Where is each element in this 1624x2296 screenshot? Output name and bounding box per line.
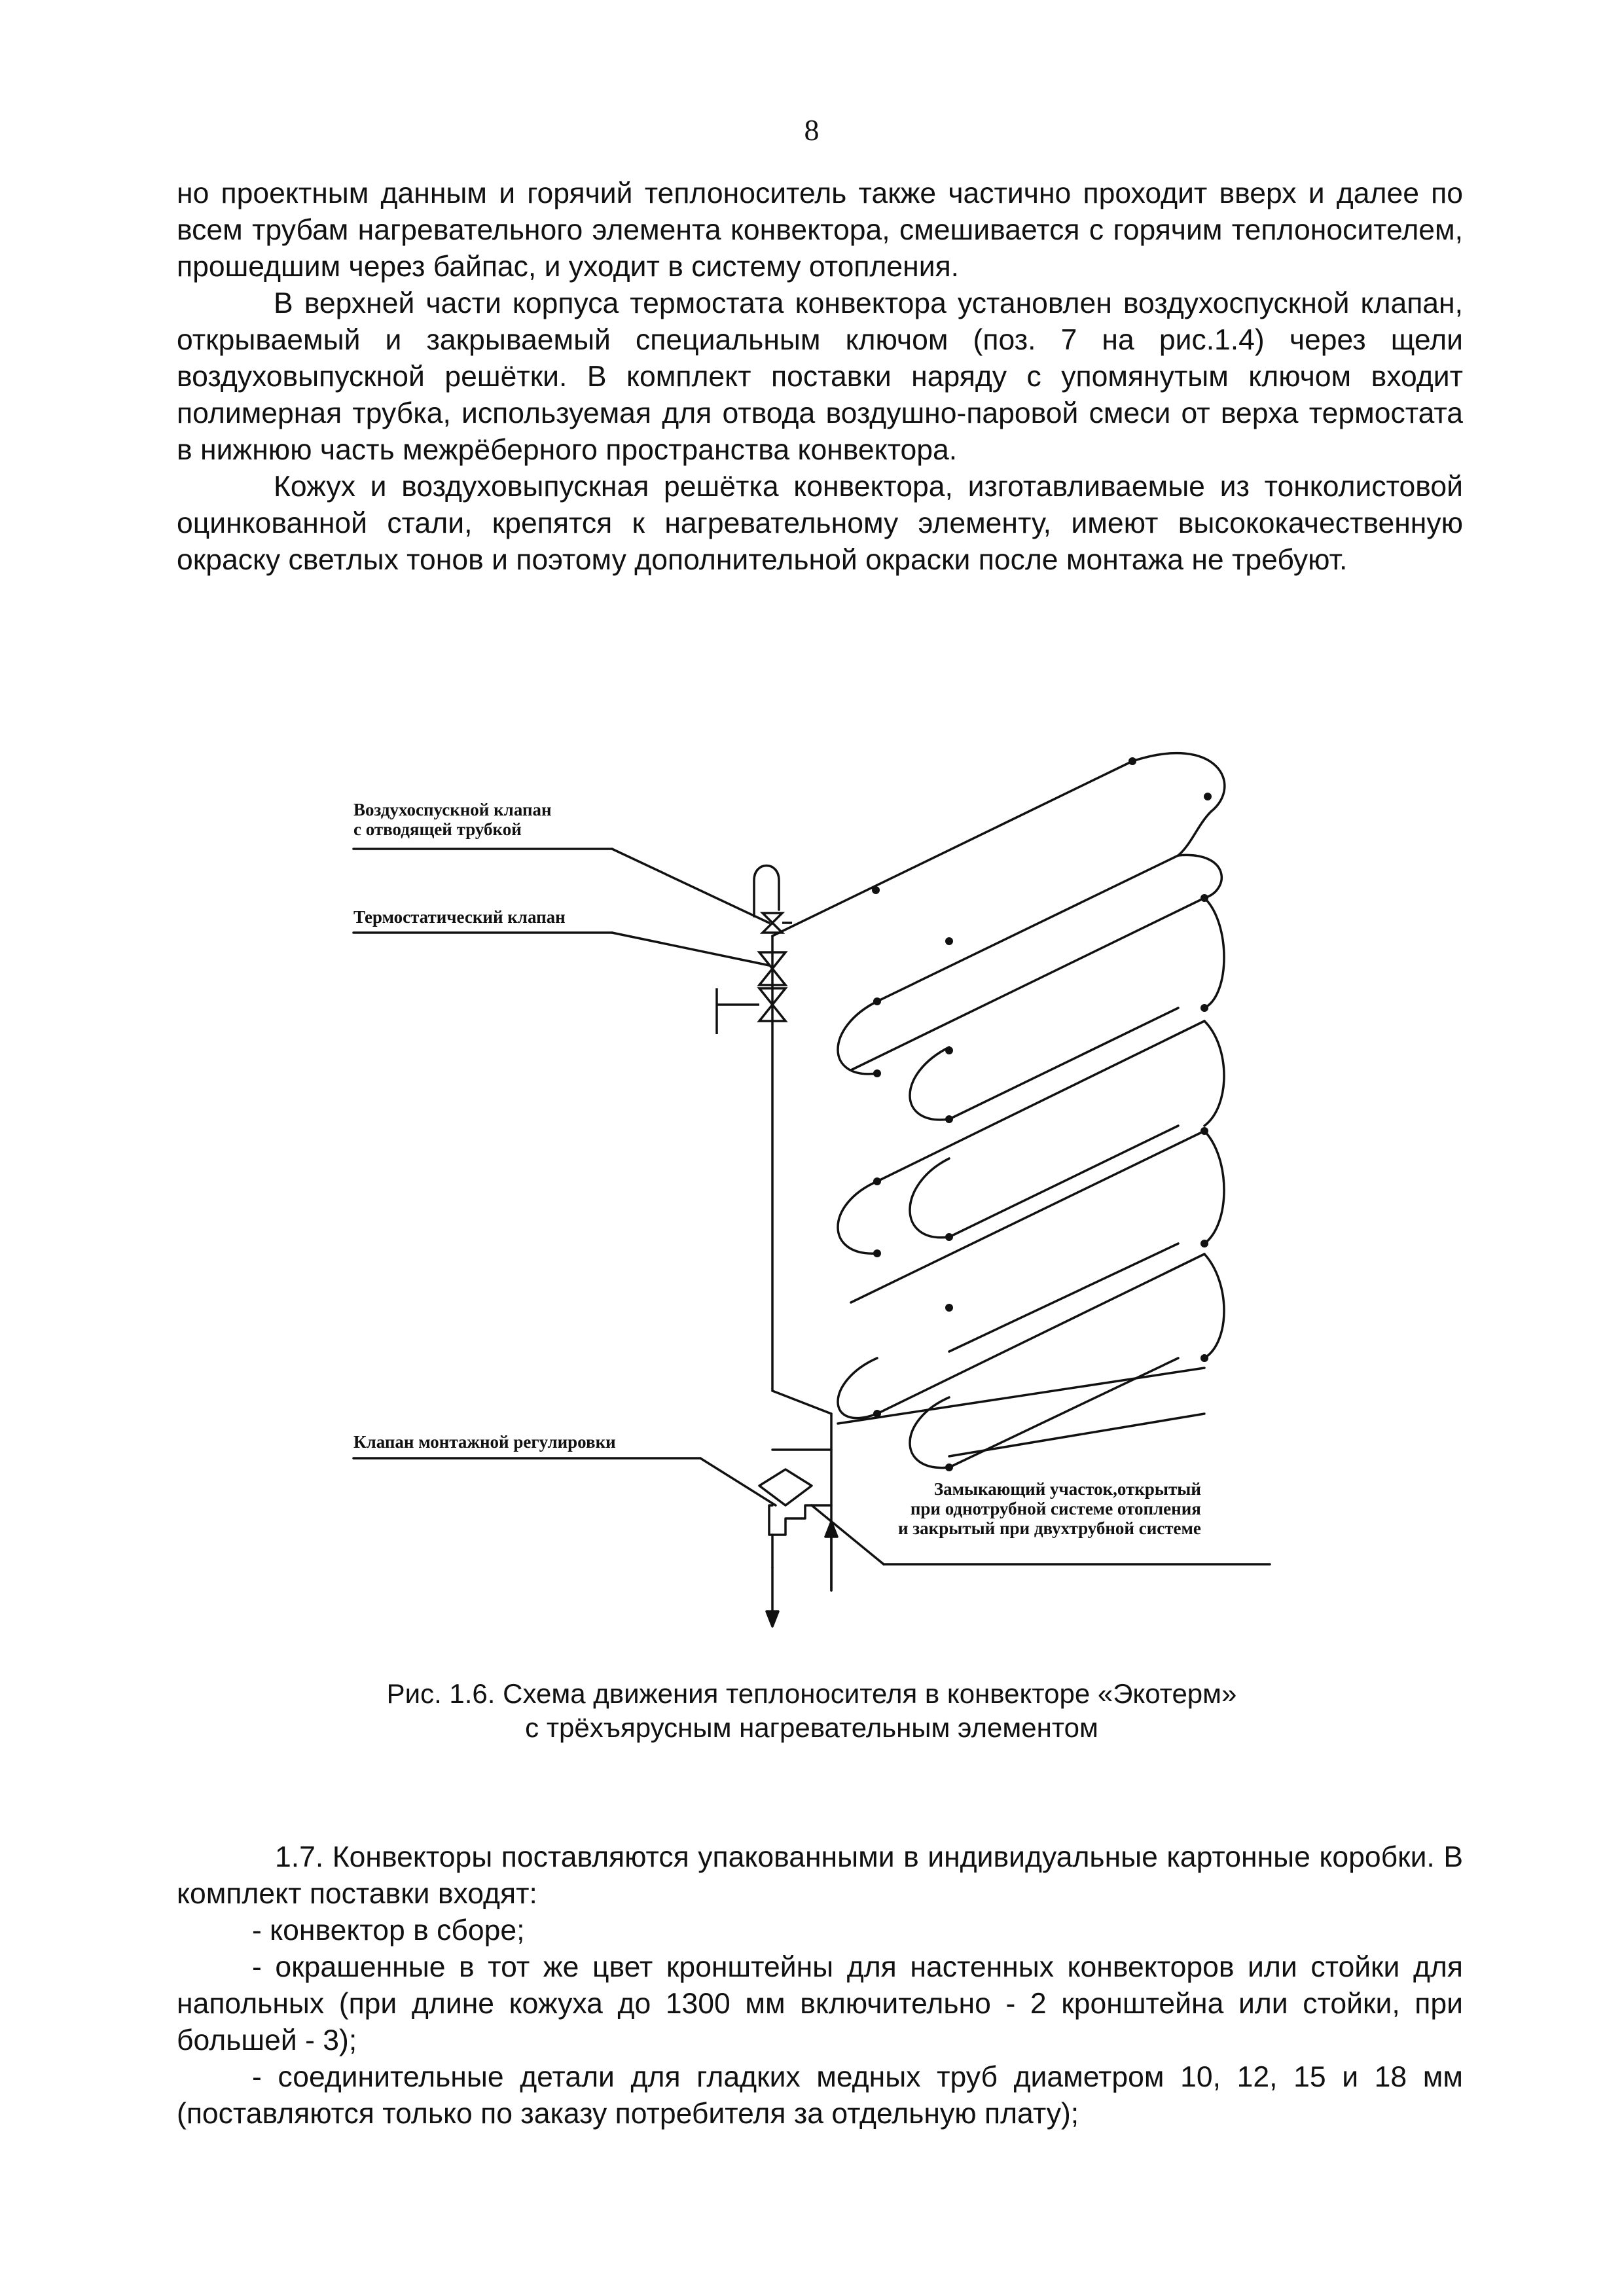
label-installation-valve: Клапан монтажной регулировки [353, 1432, 616, 1452]
scheme-drawing [0, 707, 1624, 1649]
paragraph-continuation: но проектным данным и горячий теплоноситель также частично проходит вверх и далее по всем трубам нагревательного элемента конвектора, смешивается с горячим теплоносителем, прошедшим через байпас, и уходит в систему отопления. [177, 177, 1463, 283]
label-thermostatic-valve: Термостатический клапан [353, 907, 566, 927]
label-bypass-section: Замыкающий участок,открытый при однотрубной системе отопления и закрытый при двухтрубной системе [898, 1479, 1201, 1538]
page-number: 8 [804, 113, 820, 147]
list-item-convector: - конвектор в сборе; [252, 1914, 525, 1946]
text-block-bottom [177, 1839, 1463, 2132]
paragraph-casing: Кожух и воздуховыпускная решётка конвектора, изготавливаемые из тонколистовой оцинкованной стали, крепятся к нагревательному элементу, имеют высококачественную окраску светлых тонов и поэтому дополнительной окраски после монтажа не требуют. [177, 471, 1463, 576]
figure-heat-flow-scheme [0, 707, 1624, 1649]
text-block-top [177, 175, 1463, 579]
label-air-valve: Воздухоспускной клапан с отводящей трубкой [353, 800, 552, 839]
paragraph-section-1-7: 1.7. Конвекторы поставляются упакованными в индивидуальные картонные коробки. В комплект поставки входят: [177, 1841, 1463, 1910]
list-item-fittings: - соединительные детали для гладких медных труб диаметром 10, 12, 15 и 18 мм (поставляются только по заказу потребителя за отдельную плату); [177, 2061, 1463, 2130]
list-item-brackets: - окрашенные в тот же цвет кронштейны для настенных конвекторов или стойки для напольных (при длине кожуха до 1300 мм включительно - 2 кронштейна или стойки, при большей - 3); [177, 1951, 1463, 2056]
figure-caption: Рис. 1.6. Схема движения теплоносителя в конвекторе «Экотерм» с трёхъярусным нагревательным элементом [386, 1678, 1237, 1743]
paragraph-air-valve: В верхней части корпуса термостата конвектора установлен воздухоспускной клапан, открываемый и закрываемый специальным ключом (поз. 7 на рис.1.4) через щели воздуховыпускной решётки. В комплект поставки наряду с упомянутым ключом входит полимерная трубка, используемая для отвода воздушно-паровой смеси от верха термостата в нижнюю часть межрёберного пространства конвектора. [177, 287, 1463, 466]
